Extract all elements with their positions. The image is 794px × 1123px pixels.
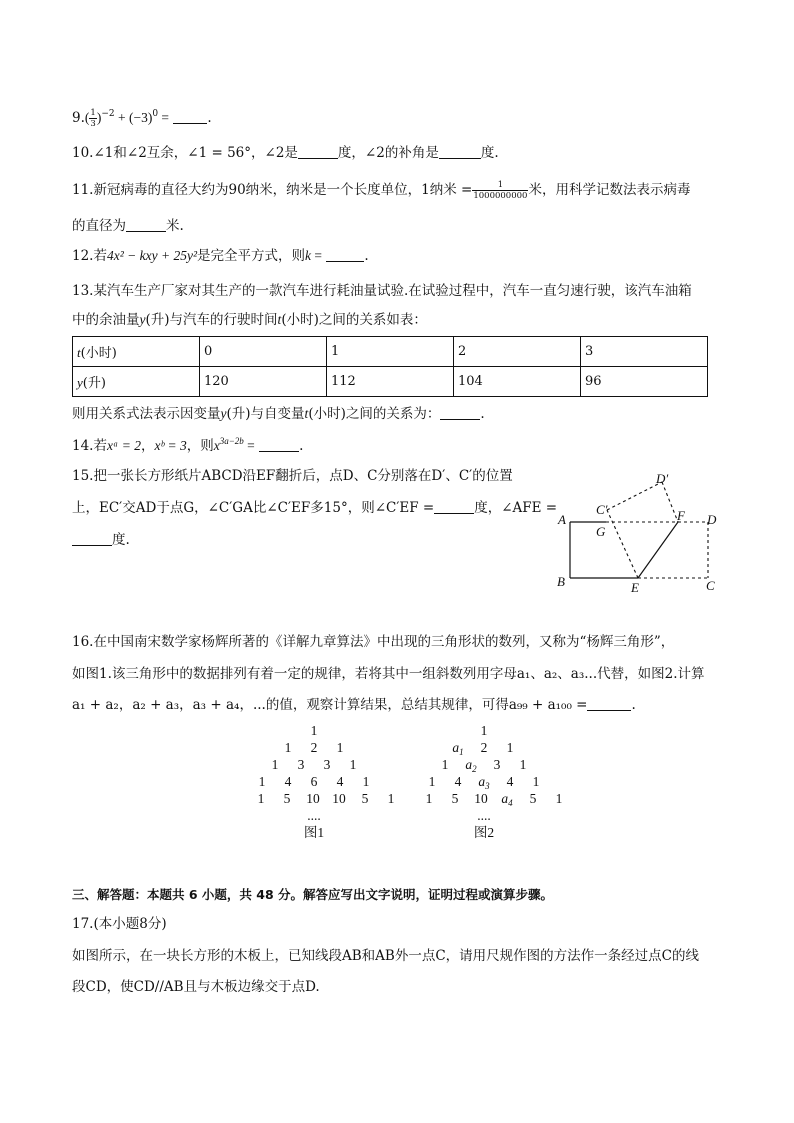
triangle-row: 1 xyxy=(310,723,318,738)
table-cell: 96 xyxy=(581,367,708,397)
question-14: 14.若xᵃ = 2，xᵇ = 3，则$x^{3a-2b}$ = . xyxy=(72,436,304,454)
table-cell: 0 xyxy=(200,337,327,367)
triangle-row: $a_1$ 2 1 xyxy=(452,740,514,757)
answer-blank[interactable] xyxy=(126,217,166,232)
answer-blank[interactable] xyxy=(72,531,112,546)
question-17-header: 17.(本小题8分) xyxy=(72,916,167,932)
table-cell: 104 xyxy=(454,367,581,397)
question-12: 12.若4x² − kxy + 25y²是完全平方式，则k = . xyxy=(72,248,369,264)
table-cell: 3 xyxy=(581,337,708,367)
fraction: $\frac{1}{1000000000}$ xyxy=(473,180,528,201)
question-15: 15.把一张长方形纸片ABCD沿EF翻折后，点D、C分别落在D′、C′的位置 xyxy=(72,468,513,484)
label-f: F xyxy=(677,508,685,523)
answer-blank[interactable] xyxy=(326,247,364,262)
question-16-line3: a₁ + a₂，a₂ + a₃，a₃ + a₄，...的值，观察计算结果，总结其规律，可得a₉₉ + a₁₀₀ = . xyxy=(72,697,636,713)
question-13: 13.某汽车生产厂家对其生产的一款汽车进行耗油量试验.在试验过程中，汽车一直匀速行驶，该汽车油箱 xyxy=(72,283,692,299)
answer-blank[interactable] xyxy=(173,109,207,124)
answer-blank[interactable] xyxy=(434,499,474,514)
fraction: $\frac{1}{3}$ xyxy=(90,108,96,129)
answer-blank[interactable] xyxy=(440,405,480,420)
label-b: B xyxy=(557,574,565,589)
answer-blank[interactable] xyxy=(439,144,481,159)
question-11: 11.新冠病毒的直径大约为90纳米，纳米是一个长度单位，1纳米 = $\frac{1}{1000000000}$ 米，用科学记数法表示病毒 xyxy=(72,180,691,201)
answer-blank[interactable] xyxy=(587,696,631,711)
question-9: 9.( $\frac{1}{3}$ )$^{-2} + (-3)^0$ = . xyxy=(72,108,212,129)
table-row xyxy=(73,367,708,397)
table-cell: 112 xyxy=(327,367,454,397)
question-16: 16.在中国南宋数学家杨辉所著的《详解九章算法》中出现的三角形状的数列，又称为“杨辉三角形”， xyxy=(72,634,675,650)
label-g: G xyxy=(596,524,606,539)
label-c-prime: C′ xyxy=(596,502,608,517)
triangle-row: 1 $a_2$ 3 1 xyxy=(441,757,527,774)
label-e: E xyxy=(631,580,639,594)
table-header-cell: t(小时) xyxy=(73,337,200,367)
question-15-line2: 上，EC′交AD于点G，∠C′GA比∠C′EF多15°，则∠C′EF = 度，∠AFE = xyxy=(72,500,558,516)
question-13-after: 则用关系式法表示因变量y(升)与自变量t(小时)之间的关系为： . xyxy=(72,406,485,422)
triangle-row: 1 5 10 10 5 1 xyxy=(257,791,395,806)
data-table xyxy=(72,336,708,397)
label-c: C xyxy=(706,578,715,593)
label-d-prime: D′ xyxy=(656,471,669,486)
triangle-dots: .... xyxy=(307,808,321,823)
label-d: D xyxy=(707,512,717,527)
question-17: 如图所示，在一块长方形的木板上，已知线段AB和AB外一点C，请用尺规作图的方法作一条经过点C的线 xyxy=(72,948,699,964)
question-13-line2: 中的余油量y(升)与汽车的行驶时间t(小时)之间的关系如表： xyxy=(72,312,427,328)
triangle-dots: .... xyxy=(477,808,491,823)
question-17-line2: 段CD，使CD//AB且与木板边缘交于点D. xyxy=(72,979,320,995)
rectangle-abcd xyxy=(570,522,708,578)
question-10: 10.∠1和∠2互余，∠1 = 56°，∠2是 度，∠2的补角是 度. xyxy=(72,145,499,161)
table-cell: 120 xyxy=(200,367,327,397)
figure-caption: 图2 xyxy=(473,825,495,840)
triangle-row: 1 4 6 4 1 xyxy=(258,774,370,789)
triangle-row: 1 5 10 $a_4$ 5 1 xyxy=(425,791,563,808)
question-15-line3: 度. xyxy=(72,530,130,550)
answer-blank[interactable] xyxy=(259,437,299,452)
question-11-line2: 的直径为 米. xyxy=(72,218,184,234)
figure-caption: 图1 xyxy=(303,825,325,840)
pascal-triangle-figure-2 xyxy=(416,722,563,841)
folding-figure xyxy=(550,468,730,594)
table-cell: 1 xyxy=(327,337,454,367)
triangle-row: 1 3 3 1 xyxy=(271,757,357,772)
answer-blank[interactable] xyxy=(298,144,338,159)
pascal-triangle-figure-1 xyxy=(248,722,395,841)
label-a: A xyxy=(558,512,566,527)
table-cell: 2 xyxy=(454,337,581,367)
table-row xyxy=(73,337,708,367)
section-header: 三、解答题：本题共 6 小题，共 48 分。解答应写出文字说明，证明过程或演算步骤。 xyxy=(72,887,554,902)
triangle-row: 1 4 $a_3$ 4 1 xyxy=(428,774,540,791)
fold-lines xyxy=(607,482,678,578)
question-16-line2: 如图1.该三角形中的数据排列有着一定的规律，若将其中一组斜数列用字母a₁、a₂、a₃...代替，如图2.计算 xyxy=(72,666,705,682)
triangle-row: 1 xyxy=(480,723,488,738)
table-header-cell: y(升) xyxy=(73,367,200,397)
triangle-row: 1 2 1 xyxy=(284,740,344,755)
